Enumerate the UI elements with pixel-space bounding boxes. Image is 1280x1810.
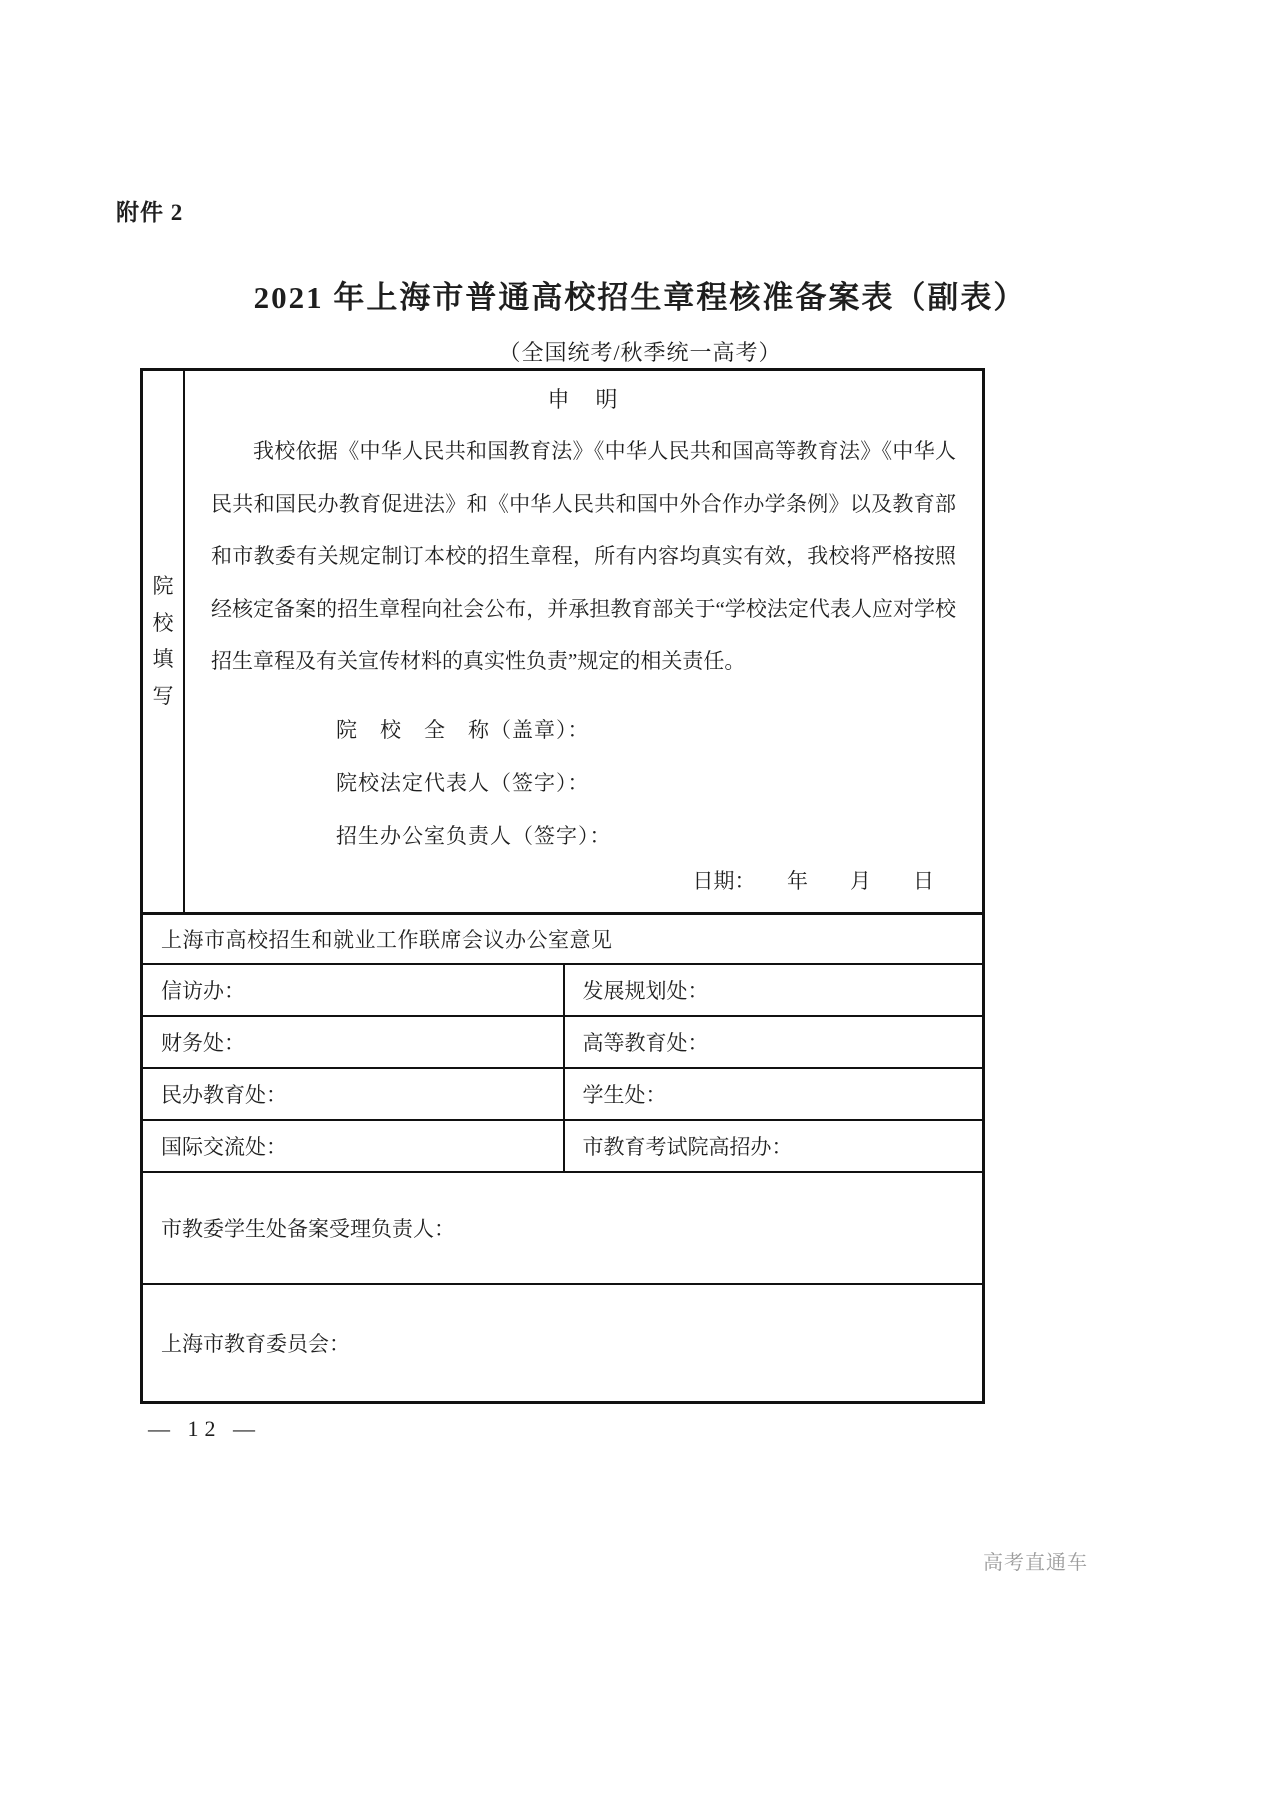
- acceptance-responsible-person-row: 市教委学生处备案受理负责人：: [143, 1173, 982, 1285]
- cell-private-education-division: 民办教育处：: [143, 1069, 563, 1121]
- office-opinion-grid: [143, 965, 982, 1173]
- field-admissions-office-head-signature: 招生办公室负责人（签字）：: [336, 823, 612, 848]
- page-title: 2021 年上海市普通高校招生章程核准备案表（副表）: [253, 280, 1027, 315]
- declaration-section: [143, 371, 982, 915]
- declaration-heading: 申 明: [547, 387, 620, 412]
- declaration-cell: [185, 371, 982, 912]
- cell-finance-division: 财务处：: [143, 1017, 563, 1069]
- field-legal-representative-signature: 院校法定代表人（签字）：: [336, 770, 590, 795]
- cell-international-exchange-division: 国际交流处：: [143, 1121, 563, 1173]
- filing-form-table: [140, 368, 985, 1404]
- page-subtitle: （全国统考/秋季统一高考）: [498, 340, 782, 365]
- date-line: 日期： 年 月 日: [692, 868, 934, 893]
- institution-fill-side-label: 院校填写: [152, 573, 174, 709]
- cell-higher-education-division: 高等教育处：: [563, 1017, 983, 1069]
- cell-development-planning-division: 发展规划处：: [563, 965, 983, 1017]
- field-institution-name-seal: 院 校 全 称（盖章）：: [336, 717, 590, 742]
- declaration-body: 我校依据《中华人民共和国教育法》《中华人民共和国高等教育法》《中华人民共和国民办教育促进法》和《中华人民共和国中外合作办学条例》以及教育部和市教委有关规定制订本校的招生章程，所有内容均真实有效，我校将严格按照经核定备案的招生章程向社会公布，并承担教育部关于“学校法定代表人应对学校招生章程及有关宣传材料的真实性负责”规定的相关责任。: [211, 439, 956, 674]
- attachment-label: 附件 2: [116, 200, 184, 225]
- cell-exam-authority-admissions-office: 市教育考试院高招办：: [563, 1121, 983, 1173]
- office-opinion-header: 上海市高校招生和就业工作联席会议办公室意见: [143, 915, 982, 965]
- page-number: — 12 —: [148, 1416, 261, 1441]
- watermark-text: 高考直通车: [983, 1552, 1088, 1574]
- cell-petition-office: 信访办：: [143, 965, 563, 1017]
- education-committee-row: 上海市教育委员会：: [161, 1331, 350, 1356]
- side-label-cell: [143, 371, 185, 912]
- cell-student-affairs-division: 学生处：: [563, 1069, 983, 1121]
